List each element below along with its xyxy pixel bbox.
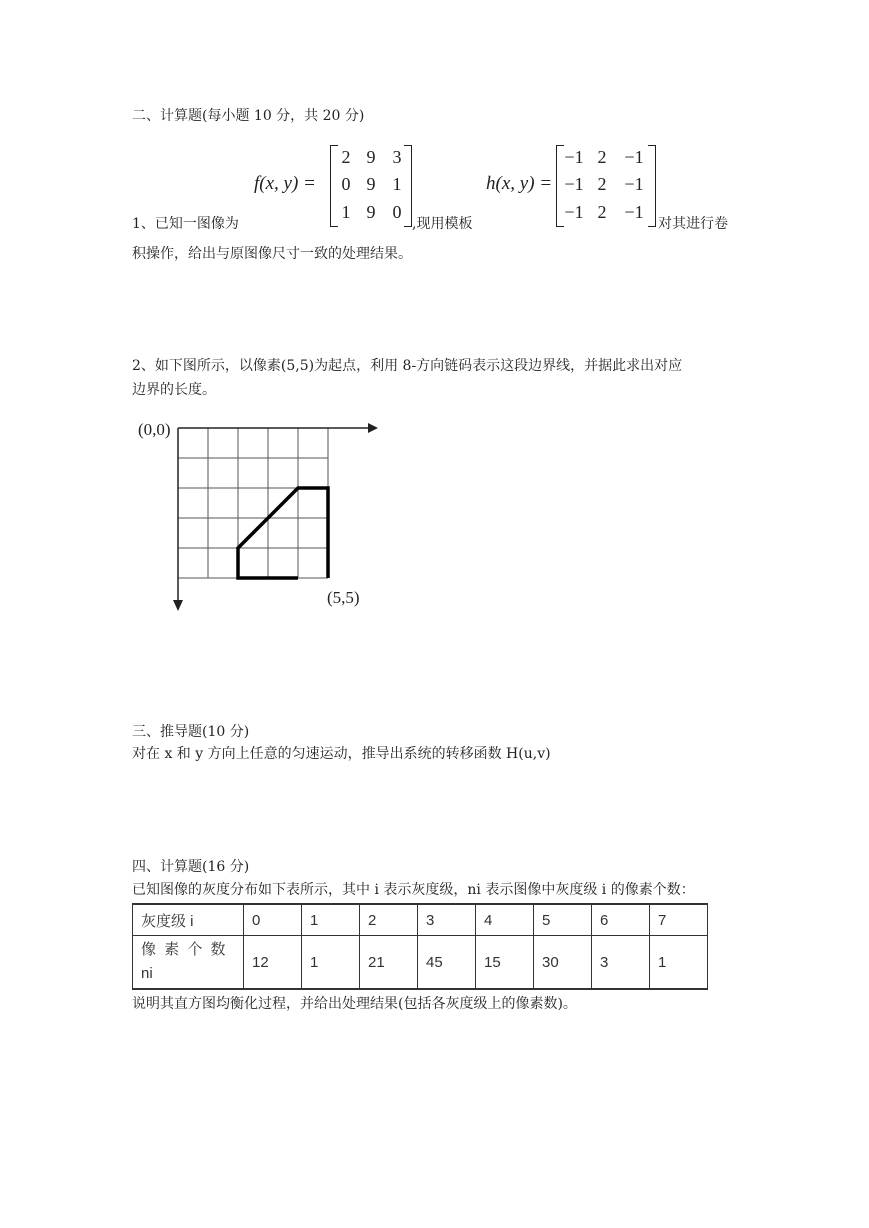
q1-prefix: 1、已知一图像为 [132, 216, 239, 232]
table-cell: 3 [592, 936, 650, 990]
f-matrix-cell: 9 [366, 147, 376, 167]
q1-line-2: 积操作，给出与原图像尺寸一致的处理结果。 [132, 246, 412, 262]
end-label: (5,5) [327, 588, 360, 607]
table-row [133, 904, 708, 936]
f-matrix-cell: 1 [341, 202, 351, 222]
table-cell: 15 [476, 936, 534, 990]
table-cell: 3 [418, 904, 476, 936]
row-header-line-1: 像 素 个 数 [141, 941, 228, 958]
boundary-line [238, 488, 328, 578]
table-cell: 45 [418, 936, 476, 990]
q1-suffix: 对其进行卷 [658, 216, 728, 232]
gray-level-table [132, 903, 708, 990]
h-matrix-cell: 2 [597, 174, 607, 194]
table-cell: 1 [650, 936, 708, 990]
f-matrix-cell: 0 [392, 202, 402, 222]
table-cell: 30 [534, 936, 592, 990]
y-axis-arrow-icon [173, 600, 183, 611]
table-cell: 7 [650, 904, 708, 936]
table-cell: 0 [244, 904, 302, 936]
table-cell: 1 [302, 904, 360, 936]
f-matrix-cell: 0 [341, 174, 351, 194]
h-matrix-cell: −1 [624, 147, 644, 167]
q1-mid-text: ,现用模板 [412, 216, 473, 232]
row-header-pixel-count [133, 936, 244, 990]
table-cell: 12 [244, 936, 302, 990]
table-row [133, 936, 708, 990]
table-cell: 5 [534, 904, 592, 936]
f-matrix-cell: 3 [392, 147, 402, 167]
pixel-grid [178, 428, 328, 578]
h-matrix-cell: −1 [624, 202, 644, 222]
f-matrix-cell: 1 [392, 174, 402, 194]
x-axis-arrow-icon [368, 423, 378, 433]
h-matrix-cell: −1 [564, 174, 584, 194]
row-header-line-2: ni [141, 965, 153, 982]
f-matrix-cell: 2 [341, 147, 351, 167]
section-4-outro: 说明其直方图均衡化过程，并给出处理结果(包括各灰度级上的像素数)。 [132, 996, 577, 1012]
section-4-heading: 四、计算题(16 分) [132, 859, 250, 875]
h-matrix-cell: −1 [624, 174, 644, 194]
h-matrix-cell: 2 [597, 147, 607, 167]
h-matrix-cell: −1 [564, 202, 584, 222]
section-3-heading: 三、推导题(10 分) [132, 724, 250, 740]
h-label-text: h(x, y) = [486, 173, 553, 194]
table-cell: 1 [302, 936, 360, 990]
section-2-heading: 二、计算题(每小题 10 分，共 20 分) [132, 108, 365, 124]
h-matrix-cell: 2 [597, 202, 607, 222]
section-3-text: 对在 x 和 y 方向上任意的匀速运动，推导出系统的转移函数 H(u,v) [132, 746, 551, 762]
f-matrix-cell: 9 [366, 174, 376, 194]
table-cell: 6 [592, 904, 650, 936]
table-cell: 21 [360, 936, 418, 990]
q2-line-2: 边界的长度。 [132, 382, 216, 398]
f-matrix-cell: 9 [366, 202, 376, 222]
table-cell: 2 [360, 904, 418, 936]
table-cell: 4 [476, 904, 534, 936]
h-matrix-cell: −1 [564, 147, 584, 167]
q2-line-1: 2、如下图所示，以像素(5,5)为起点，利用 8-方向链码表示这段边界线，并据此求出对应 [132, 358, 683, 374]
row-header-gray-level: 灰度级 i [133, 904, 244, 936]
section-4-intro: 已知图像的灰度分布如下表所示，其中 i 表示灰度级，ni 表示图像中灰度级 i 的像素个数： [132, 882, 695, 898]
f-label-text: f(x, y) = [254, 173, 316, 194]
origin-label: (0,0) [138, 420, 171, 439]
